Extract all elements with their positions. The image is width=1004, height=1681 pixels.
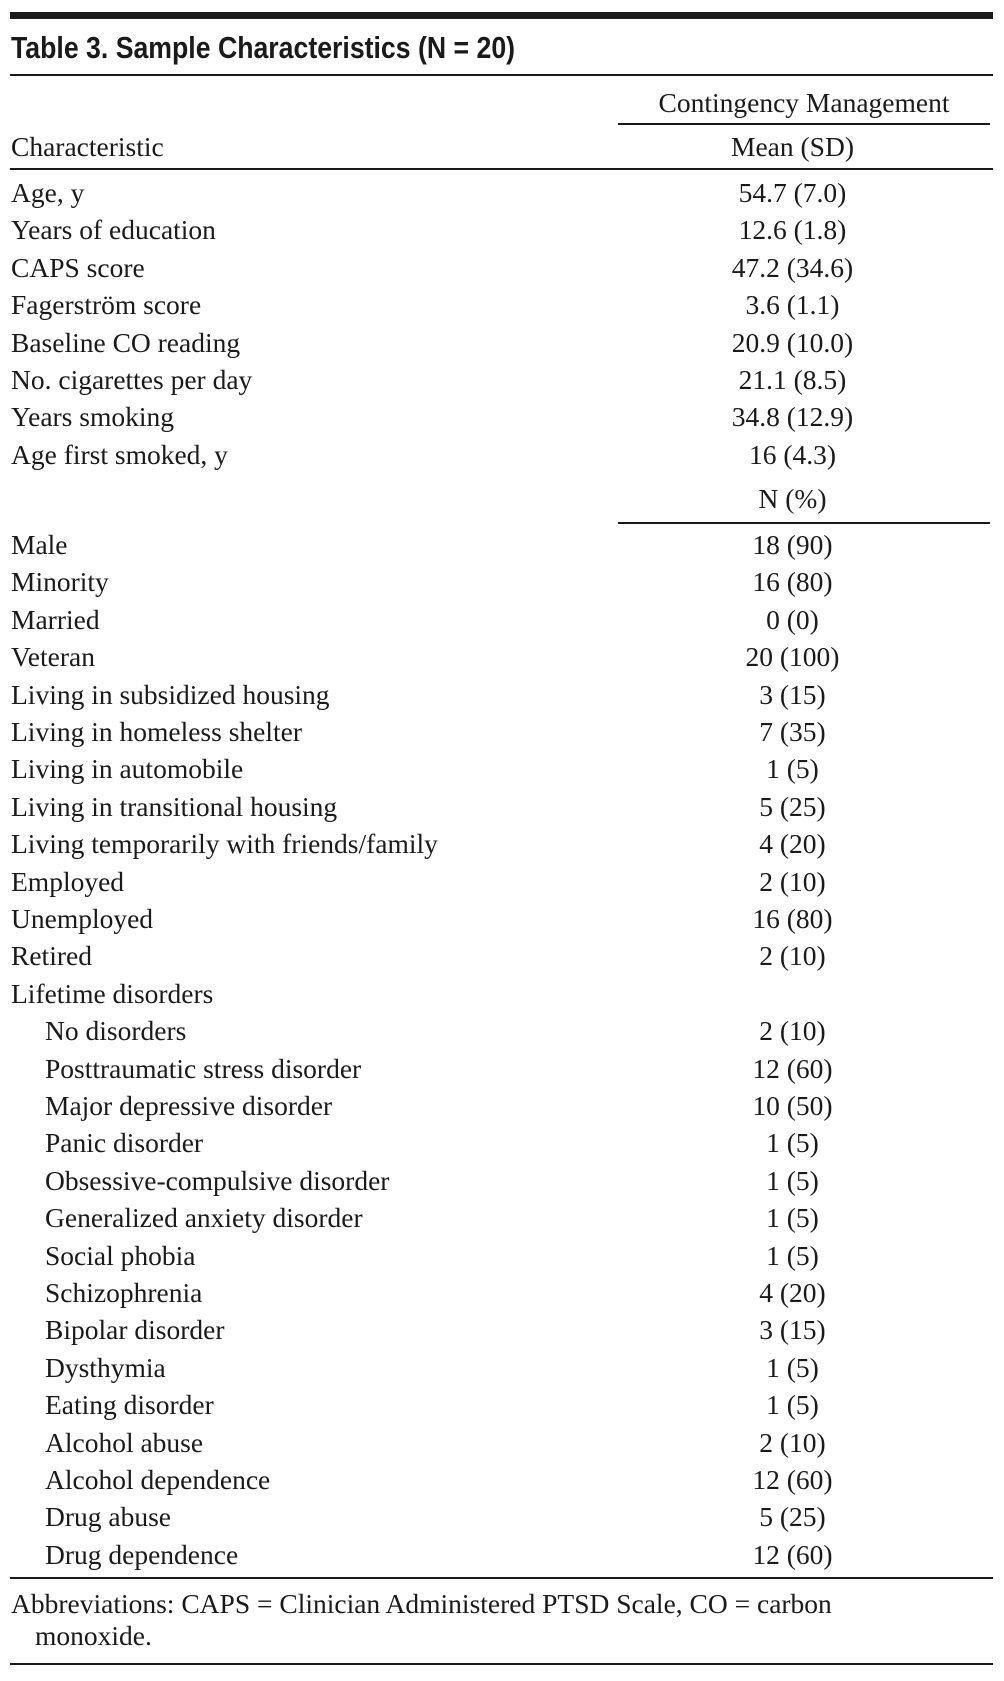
row-value: 16 (4.3) [748,438,837,470]
row-value: 0 (0) [766,603,819,635]
row-label: Panic disorder [45,1127,204,1159]
row-value: 3.6 (1.1) [745,289,840,321]
row-label: Dysthymia [45,1351,166,1383]
row-value: 2 (10) [759,1015,826,1047]
title-rule [10,74,993,76]
row-label: Baseline CO reading [11,326,241,358]
row-value: 2 (10) [759,1426,826,1458]
row-label: Age first smoked, y [11,438,228,470]
row-value: 16 (80) [752,903,833,934]
row-label: Major depressive disorder [45,1090,333,1121]
row-label: Years smoking [11,401,174,433]
column-header-characteristic: Characteristic [11,131,164,162]
row-value: 2 (10) [759,940,826,972]
row-value: 4 (20) [759,1277,826,1308]
row-value: 1 (5) [766,1127,819,1159]
row-value: 20.9 (10.0) [731,326,854,358]
row-label: Alcohol abuse [45,1426,204,1458]
row-value: 10 (50) [752,1090,833,1121]
top-thick-rule [10,12,993,19]
row-label: CAPS score [11,251,145,283]
row-value: 1 (5) [766,1389,819,1421]
group-header: Contingency Management [658,87,950,118]
row-label: Generalized anxiety disorder [45,1202,363,1234]
row-value: 12 (60) [752,1538,833,1570]
row-label: No disorders [45,1015,187,1047]
row-label: Male [11,529,68,560]
row-value: 3 (15) [759,678,826,710]
row-value: 12 (60) [752,1464,833,1495]
row-value: 1 (5) [766,1202,819,1234]
row-value: 34.8 (12.9) [731,401,854,433]
row-value: 54.7 (7.0) [738,177,847,208]
row-value: 47.2 (34.6) [731,251,854,283]
row-label: Bipolar disorder [45,1314,225,1346]
header-rule [10,168,993,170]
row-value: 18 (90) [752,529,833,560]
row-label: Married [11,603,100,635]
row-label: Social phobia [45,1239,196,1271]
row-label: Lifetime disorders [11,977,214,1009]
row-label: Drug abuse [45,1501,172,1533]
row-label: Posttraumatic stress disorder [45,1052,362,1084]
row-value: 16 (80) [752,566,833,598]
row-label: Alcohol dependence [45,1464,271,1495]
row-label: Retired [11,940,92,972]
n-percent-header: N (%) [758,483,827,514]
row-value: 3 (15) [759,1314,826,1346]
row-value: 1 (5) [766,1351,819,1383]
row-label: Years of education [11,214,216,246]
row-label: Obsessive-compulsive disorder [45,1164,390,1196]
footnote-line-1: Abbreviations: CAPS = Clinician Administered PTSD Scale, CO = carbon [11,1588,832,1619]
row-label: No. cigarettes per day [11,364,253,395]
row-value: 7 (35) [759,716,826,747]
column-header-mean-sd: Mean (SD) [731,131,854,162]
bottom-table-rule [10,1577,993,1579]
footnote-line-2: monoxide. [35,1620,152,1651]
row-label: Employed [11,865,125,897]
row-value: 21.1 (8.5) [738,364,847,395]
row-label: Drug dependence [45,1538,239,1570]
row-value: 2 (10) [759,865,826,897]
row-value: 4 (20) [759,828,826,860]
row-label: Unemployed [11,903,154,934]
row-label: Schizophrenia [45,1277,203,1308]
footnote-rule [10,1663,993,1665]
table-title: Table 3. Sample Characteristics (N = 20) [11,30,516,65]
row-label: Eating disorder [45,1389,214,1421]
row-label: Living in automobile [11,753,244,785]
row-value: 20 (100) [745,641,840,673]
row-value: 5 (25) [759,1501,826,1533]
row-value: 1 (5) [766,1164,819,1196]
row-value: 1 (5) [766,1239,819,1271]
row-label: Minority [11,566,109,598]
row-value: 12 (60) [752,1052,833,1084]
row-label: Living in subsidized housing [11,678,330,710]
row-value: 12.6 (1.8) [738,214,847,246]
group-header-rule [618,123,990,125]
row-label: Living temporarily with friends/family [11,828,438,860]
row-label: Living in transitional housing [11,790,338,822]
n-percent-rule [618,522,990,524]
row-value: 5 (25) [759,790,826,822]
row-label: Living in homeless shelter [11,716,302,747]
row-label: Veteran [11,641,95,673]
row-value: 1 (5) [766,753,819,785]
row-label: Age, y [11,177,85,208]
row-label: Fagerström score [11,289,202,321]
